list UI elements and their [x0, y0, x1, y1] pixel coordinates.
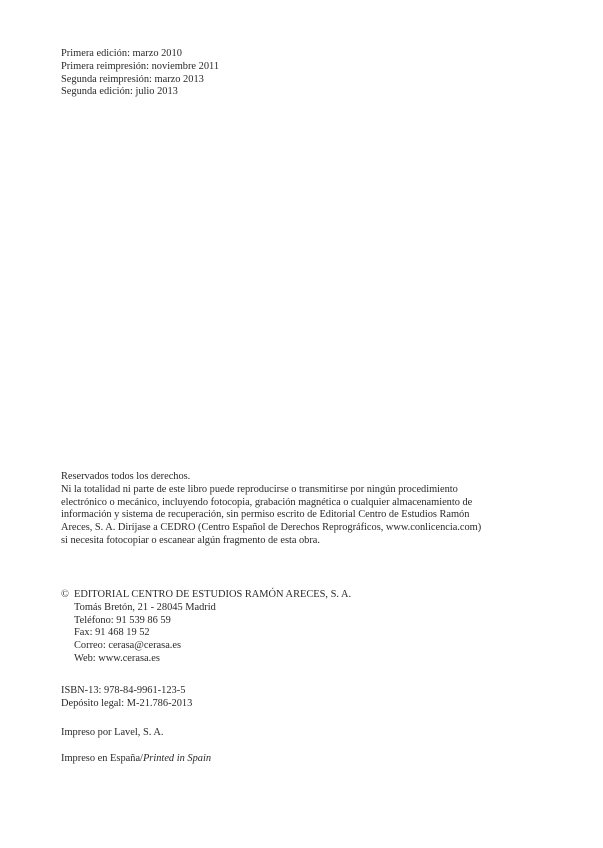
publisher-address: Tomás Bretón, 21 - 28045 Madrid: [74, 601, 216, 613]
publisher-email: Correo: cerasa@cerasa.es: [74, 640, 182, 652]
publisher-web: Web: www.cerasa.es: [74, 652, 160, 664]
rights-line: Ni la totalidad ni parte de este libro puede reproducirse o transmitirse por ningún procedimiento: [61, 483, 458, 495]
rights-line: electrónico o mecánico, incluyendo fotocopia, grabación magnética o cualquier almacenamiento de: [61, 496, 473, 508]
printed-in-block: [61, 753, 501, 766]
printer: Impreso por Lavel, S. A.: [61, 727, 164, 738]
copyright-symbol: ©: [61, 589, 69, 600]
rights-line: si necesita fotocopiar o escanear algún fragmento de esta obra.: [61, 534, 320, 546]
rights-notice: [61, 471, 501, 548]
edition-line: Segunda edición: julio 2013: [61, 86, 178, 98]
publisher-name: EDITORIAL CENTRO DE ESTUDIOS RAMÓN ARECES, S. A.: [74, 589, 352, 600]
edition-line: Primera reimpresión: noviembre 2011: [61, 60, 220, 72]
publisher-fax: Fax: 91 468 19 52: [74, 627, 150, 639]
edition-line: Primera edición: marzo 2010: [61, 48, 182, 59]
isbn: ISBN-13: 978-84-9961-123-5: [61, 685, 186, 696]
publisher-info: [61, 589, 501, 666]
publisher-phone: Teléfono: 91 539 86 59: [74, 614, 171, 626]
rights-line: Areces, S. A. Diríjase a CEDRO (Centro Español de Derechos Reprográficos, www.conlicencia.com): [61, 522, 482, 534]
printed-in-english: Printed in Spain: [142, 753, 212, 764]
legal-deposit: Depósito legal: M-21.786-2013: [61, 697, 193, 709]
isbn-block: [61, 685, 501, 711]
edition-line: Segunda reimpresión: marzo 2013: [61, 73, 204, 85]
printed-in-line: [61, 753, 501, 766]
rights-line: información y sistema de recuperación, sin permiso escrito de Editorial Centro de Estudios Ramón: [61, 509, 470, 521]
publisher-name-line: [61, 589, 501, 602]
printer-block: [61, 727, 501, 740]
rights-line: Reservados todos los derechos.: [61, 471, 191, 482]
edition-history: [61, 48, 501, 99]
printed-in-spanish: Impreso en España/: [61, 753, 143, 764]
